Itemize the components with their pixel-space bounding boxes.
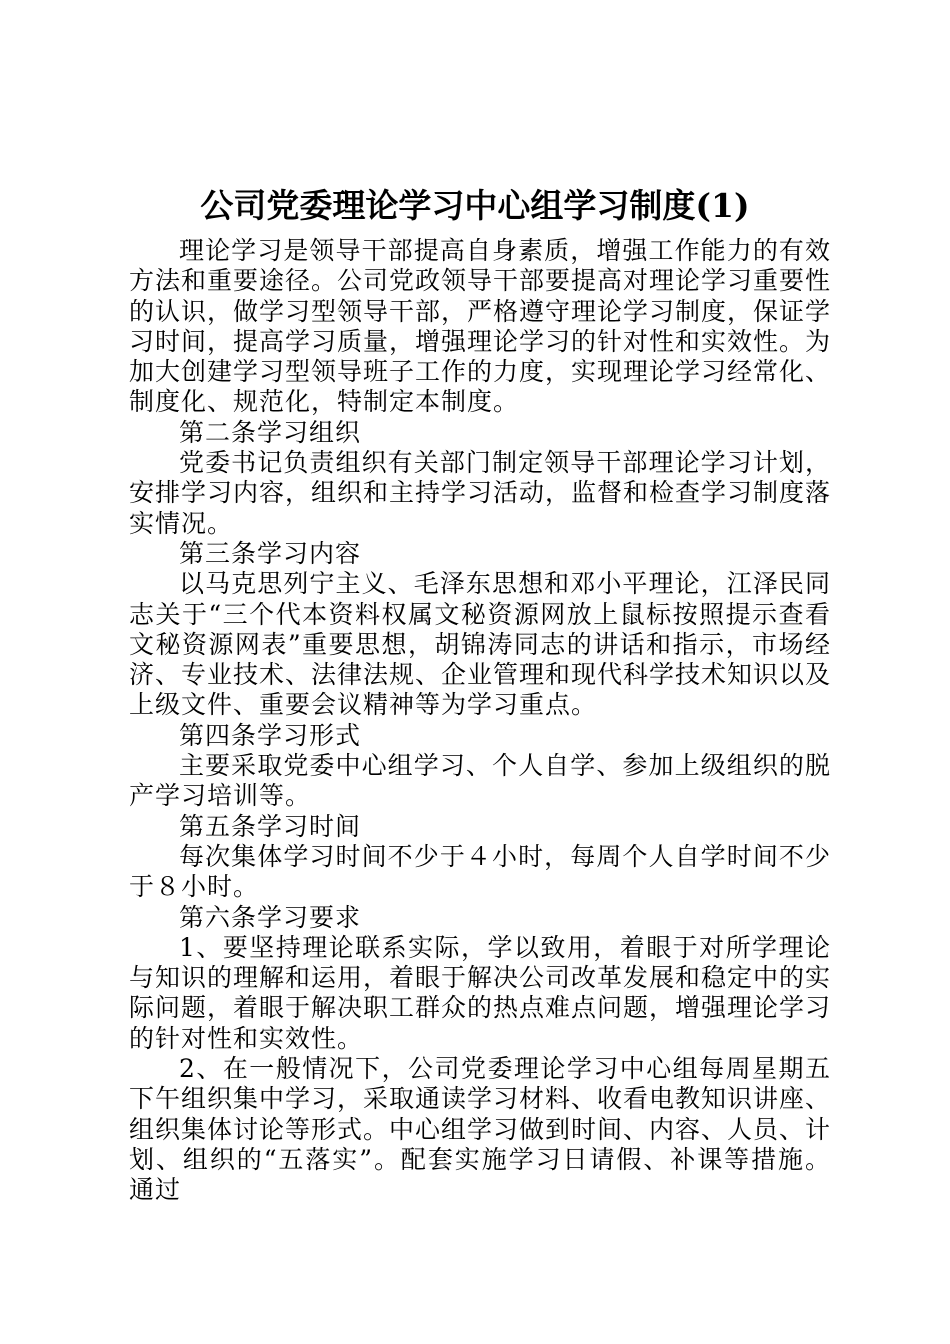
section-paragraph: 主要采取党委中心组学习、个人自学、参加上级组织的脱产学习培训等。 (129, 751, 831, 811)
section-heading-6: 第六条学习要求 (179, 902, 362, 932)
document-title: 公司党委理论学习中心组学习制度(1) (200, 186, 750, 225)
section-paragraph: 2、在一般情况下，公司党委理论学习中心组每周星期五下午组织集中学习，采取通读学习材料、收看电教知识讲座、组织集体讨论等形式。中心组学习做到时间、内容、人员、计划、组织的“五落实”。配套实施学习日请假、补课等措施。通过 (129, 1054, 832, 1205)
section-heading-4: 第四条学习形式 (179, 720, 362, 750)
section-paragraph: 以马克思列宁主义、毛泽东思想和邓小平理论，江泽民同志关于“三个代本资料权属文秘资源网放上鼠标按照提示查看文秘资源网表”重要思想，胡锦涛同志的讲话和指示，市场经济、专业技术、法律法规、企业管理和现代科学技术知识以及上级文件、重要会议精神等为学习重点。 (129, 569, 832, 720)
intro-paragraph: 理论学习是领导干部提高自身素质，增强工作能力的有效方法和重要途径。公司党政领导干部要提高对理论学习重要性的认识，做学习型领导干部，严格遵守理论学习制度，保证学习时间，提高学习质量，增强理论学习的针对性和实效性。为加大创建学习型领导班子工作的力度，实现理论学习经常化、制度化、规范化，特制定本制度。 (129, 236, 832, 417)
section-heading-2: 第二条学习组织 (179, 417, 362, 447)
section-paragraph: 1、要坚持理论联系实际，学以致用，着眼于对所学理论与知识的理解和运用，着眼于解决公司改革发展和稳定中的实际问题，着眼于解决职工群众的热点难点问题，增强理论学习的针对性和实效性。 (129, 932, 832, 1053)
section-paragraph: 每次集体学习时间不少于４小时，每周个人自学时间不少于８小时。 (129, 841, 831, 902)
section-heading-3: 第三条学习内容 (179, 538, 362, 568)
document-body (129, 236, 831, 1206)
section-heading-5: 第五条学习时间 (179, 811, 362, 841)
section-paragraph: 党委书记负责组织有关部门制定领导干部理论学习计划，安排学习内容，组织和主持学习活动，监督和检查学习制度落实情况。 (129, 448, 832, 538)
